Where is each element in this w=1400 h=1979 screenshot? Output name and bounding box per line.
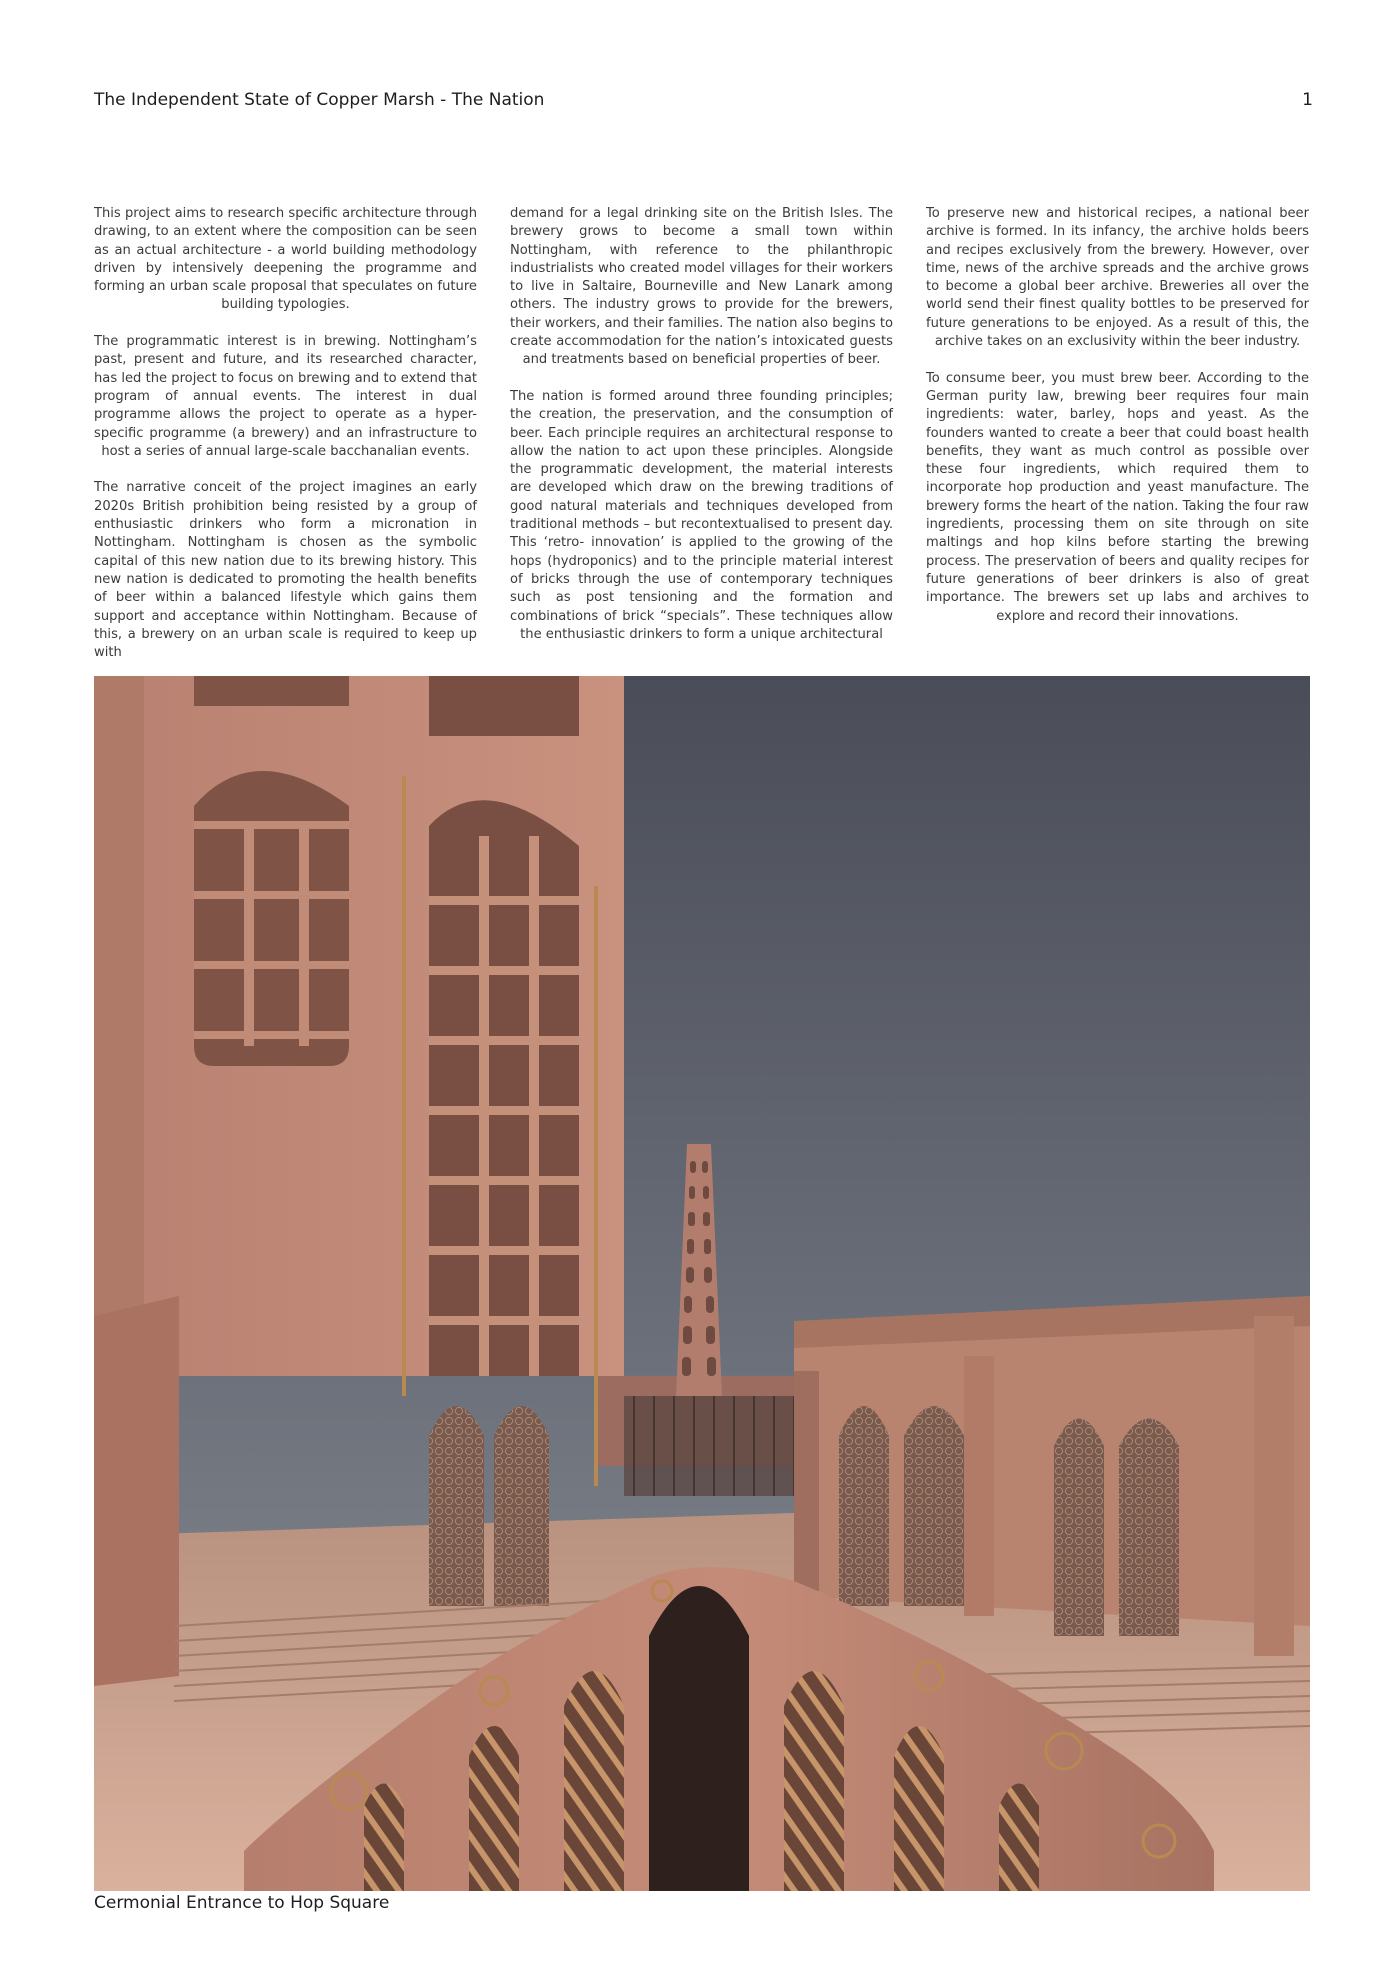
central-gate <box>624 1396 804 1496</box>
paragraph: The programmatic interest is in brewing. Nottingham’s past, present and future, and its researched character, has led the project to focus on brewing and to extend that program of annual events. The interest in dual programme allows the project to operate as a hyper-specific programme (a brewery) and an infrastructure to host a series of annual large-scale bacchanalian events. <box>94 334 477 459</box>
paragraph: To preserve new and historical recipes, a national beer archive is formed. In its infancy, the archive holds beers and recipes exclusively from the brewery. However, over time, news of the archive spreads and the archive grows to become a global beer archive. Breweries all over the world send their finest quality bottles to be preserved for future generations to be enjoyed. As a result of this, the archive takes on an exclusivity within the beer industry. <box>926 206 1309 350</box>
paragraph: The narrative conceit of the project imagines an early 2020s British prohibition being resisted by a group of enthusiastic drinkers who form a micronation in Nottingham. Nottingham is chosen as the symbolic capital of this new nation due to its brewing history. This new nation is dedicated to promoting the health benefits of beer within a balanced lifestyle which gains them support and acceptance within Nottingham. Because of this, a brewery on an urban scale is required to keep up with <box>94 480 477 661</box>
right-pavilion <box>794 1296 1310 1656</box>
text-column-2 <box>510 205 893 662</box>
paragraph: The nation is formed around three founding principles; the creation, the preservation, and the consumption of beer. Each principle requires an architectural response to allow the nation to act upon these principles. Alongside the programmatic development, the material interests are developed which draw on the brewing traditions of good natural materials and techniques developed from traditional methods – but recontextualised to present day. This ‘retro- innovation’ is applied to the growing of the hops (hydroponics) and to the principle material interest of bricks through the use of contemporary techniques such as post tensioning and the formation and combinations of brick “specials”. These techniques allow the enthusiastic drinkers to form a unique architectural <box>510 388 893 642</box>
text-column-3 <box>926 205 1309 644</box>
paragraph: This project aims to research specific architecture through drawing, to an extent where the composition can be seen as an actual architecture - a world building methodology driven by intensively deepening the programme and forming an urban scale proposal that speculates on future building typologies. <box>94 206 477 313</box>
page-title: The Independent State of Copper Marsh - The Nation <box>94 90 545 110</box>
figure-caption: Cermonial Entrance to Hop Square <box>94 1893 390 1913</box>
render-illustration <box>94 676 1310 1891</box>
text-column-1 <box>94 205 477 662</box>
architectural-render <box>94 676 1310 1891</box>
paragraph: demand for a legal drinking site on the British Isles. The brewery grows to become a small town within Nottingham, with reference to the philanthropic industrialists who created model villages for their workers to live in Saltaire, Bourneville and New Lanark among others. The industry grows to provide for the brewers, their workers, and their families. The nation also begins to create accommodation for the nation’s intoxicated guests and treatments based on beneficial properties of beer. <box>510 206 893 368</box>
paragraph: To consume beer, you must brew beer. According to the German purity law, brewing beer requires four main ingredients: water, barley, hops and yeast. As the founders wanted to create a beer that could boast health benefits, they want as much control as possible over these four ingredients, which required them to incorporate hop production and yeast manufacture. The brewery forms the heart of the nation. Taking the four raw ingredients, processing them on site through on site maltings and hop kilns before starting the brewing process. The preservation of beers and quality recipes for future generations of beer drinkers is also of great importance. The brewers set up labs and archives to explore and record their innovations. <box>926 370 1309 624</box>
page-number: 1 <box>1302 90 1313 110</box>
